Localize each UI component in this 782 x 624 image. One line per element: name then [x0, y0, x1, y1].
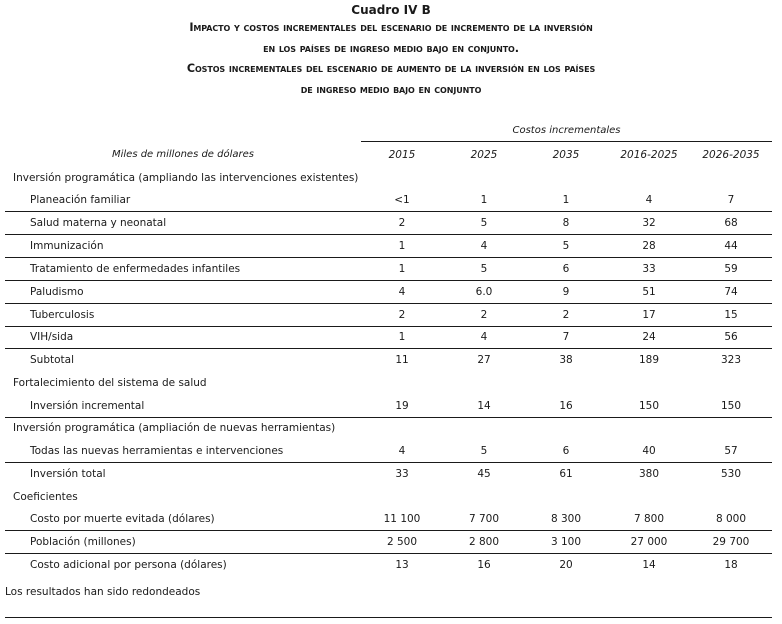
cell-2016-2025: 14 [642, 559, 656, 571]
cell-2016-2025: 33 [642, 263, 656, 275]
cell-2025: 5 [480, 263, 488, 275]
table-row [5, 396, 772, 418]
cell-2025: 5 [480, 445, 488, 457]
cell-2035: 1 [562, 194, 570, 206]
cell-2015: 1 [398, 240, 406, 252]
table-row [5, 259, 772, 281]
cell-2035: 8 [562, 217, 570, 229]
cell-2035: 6 [562, 263, 570, 275]
cell-2026-2035: 8 000 [715, 513, 747, 525]
row-rule [5, 462, 772, 463]
table-row [5, 282, 772, 304]
row-label: Todas las nuevas herramientas e intervenciones [30, 445, 284, 457]
cell-2015: 2 [398, 309, 406, 321]
section-label: Coeficientes [13, 491, 78, 503]
unit-label: Miles de millones de dólares [111, 149, 254, 160]
column-header-2026-2035: 2026-2035 [702, 149, 760, 161]
cell-2016-2025: 7 800 [633, 513, 665, 525]
row-label: Paludismo [30, 286, 84, 298]
cell-2025: 16 [477, 559, 491, 571]
cell-2035: 20 [559, 559, 573, 571]
cell-2015: 11 [395, 354, 409, 366]
table-row [5, 464, 772, 486]
cell-2035: 16 [559, 400, 573, 412]
section-header-row [5, 418, 772, 440]
table-row [5, 532, 772, 554]
table-row [5, 350, 772, 372]
cell-2025: 27 [477, 354, 491, 366]
section-header-row [5, 373, 772, 395]
row-label: Tuberculosis [30, 309, 95, 321]
cell-2015: 1 [398, 331, 406, 343]
cell-2016-2025: 17 [642, 309, 656, 321]
cell-2016-2025: 24 [642, 331, 656, 343]
cell-2025: 2 800 [468, 536, 500, 548]
row-label: Immunización [30, 240, 104, 252]
title-line-3: Costos incrementales del escenario de aumento de la inversión en los países [186, 62, 596, 75]
cell-2035: 5 [562, 240, 570, 252]
cell-2015: 2 [398, 217, 406, 229]
row-label: Inversión incremental [30, 400, 145, 412]
row-label: Tratamiento de enfermedades infantiles [30, 263, 241, 275]
table-row [5, 327, 772, 349]
cell-2016-2025: 150 [638, 400, 660, 412]
cell-2026-2035: 323 [720, 354, 742, 366]
cell-2015: 1 [398, 263, 406, 275]
section-header-row [5, 168, 772, 190]
row-label: VIH/sida [30, 331, 74, 343]
row-label: Población (millones) [30, 536, 136, 548]
section-label: Fortalecimiento del sistema de salud [13, 377, 207, 389]
group-header-rule [361, 141, 772, 142]
cell-2035: 6 [562, 445, 570, 457]
section-header-row [5, 487, 772, 509]
table-row [5, 236, 772, 258]
table-row [5, 213, 772, 235]
cell-2016-2025: 28 [642, 240, 656, 252]
row-rule [5, 530, 772, 531]
cell-2015: 2 500 [386, 536, 418, 548]
cell-2035: 38 [559, 354, 573, 366]
row-label: Inversión total [30, 468, 106, 480]
cell-2015: 4 [398, 286, 406, 298]
cell-2026-2035: 15 [724, 309, 738, 321]
table-note: Los resultados han sido redondeados [5, 586, 201, 598]
row-rule [5, 211, 772, 212]
cell-2025: 4 [480, 240, 488, 252]
cell-2026-2035: 56 [724, 331, 738, 343]
table-row [5, 305, 772, 327]
cell-2026-2035: 59 [724, 263, 738, 275]
column-header-2015: 2015 [388, 149, 416, 161]
section-label: Inversión programática (ampliando las intervenciones existentes) [13, 172, 359, 184]
row-rule [5, 234, 772, 235]
cell-2016-2025: 40 [642, 445, 656, 457]
title-line-4: de ingreso medio bajo en conjunto [300, 82, 482, 96]
cell-2035: 61 [559, 468, 573, 480]
table-row [5, 441, 772, 463]
cell-2026-2035: 7 [727, 194, 735, 206]
cell-2035: 2 [562, 309, 570, 321]
cell-2016-2025: 4 [645, 194, 653, 206]
row-rule [5, 280, 772, 281]
table-row [5, 555, 772, 577]
table-row [5, 509, 772, 531]
row-rule [5, 553, 772, 554]
table-row [5, 190, 772, 212]
section-label: Inversión programática (ampliación de nuevas herramientas) [13, 422, 336, 434]
cell-2025: 6.0 [475, 286, 493, 298]
column-header-2025: 2025 [470, 149, 498, 161]
cell-2016-2025: 32 [642, 217, 656, 229]
cell-2026-2035: 68 [724, 217, 738, 229]
group-header: Costos incrementales [512, 125, 621, 136]
cell-2016-2025: 380 [638, 468, 660, 480]
column-header-2035: 2035 [552, 149, 580, 161]
cell-2015: 33 [395, 468, 409, 480]
cell-2025: 14 [477, 400, 491, 412]
column-header-2016-2025: 2016-2025 [620, 149, 678, 161]
cell-2026-2035: 44 [724, 240, 738, 252]
cell-2025: 7 700 [468, 513, 500, 525]
cell-2016-2025: 189 [638, 354, 660, 366]
table-title-block [0, 2, 782, 100]
cell-2025: 1 [480, 194, 488, 206]
cell-2035: 3 100 [550, 536, 582, 548]
row-rule [5, 303, 772, 304]
cell-2026-2035: 29 700 [712, 536, 750, 548]
table-bottom-rule [5, 617, 772, 618]
cell-2035: 8 300 [550, 513, 582, 525]
row-label: Costo por muerte evitada (dólares) [30, 513, 215, 525]
cell-2016-2025: 51 [642, 286, 656, 298]
cell-2026-2035: 18 [724, 559, 738, 571]
cell-2015: 4 [398, 445, 406, 457]
table-number: Cuadro IV B [351, 3, 431, 17]
cell-2035: 9 [562, 286, 570, 298]
row-label: Planeación familiar [30, 194, 131, 206]
cell-2026-2035: 150 [720, 400, 742, 412]
title-line-1: Impacto y costos incrementales del escenario de incremento de la inversión [189, 21, 593, 34]
row-label: Costo adicional por persona (dólares) [30, 559, 227, 571]
cell-2015: 19 [395, 400, 409, 412]
row-rule [5, 257, 772, 258]
cell-2015: 13 [395, 559, 409, 571]
cell-2026-2035: 530 [720, 468, 742, 480]
cell-2026-2035: 57 [724, 445, 738, 457]
cell-2026-2035: 74 [724, 286, 738, 298]
row-rule [5, 348, 772, 349]
cell-2025: 4 [480, 331, 488, 343]
cell-2016-2025: 27 000 [630, 536, 668, 548]
title-line-2: en los países de ingreso medio bajo en conjunto. [263, 41, 519, 55]
row-label: Salud materna y neonatal [30, 217, 167, 229]
cell-2015: <1 [394, 194, 410, 206]
cell-2025: 5 [480, 217, 488, 229]
cell-2035: 7 [562, 331, 570, 343]
cell-2015: 11 100 [383, 513, 421, 525]
row-label: Subtotal [30, 354, 74, 366]
cell-2025: 2 [480, 309, 488, 321]
cell-2025: 45 [477, 468, 491, 480]
